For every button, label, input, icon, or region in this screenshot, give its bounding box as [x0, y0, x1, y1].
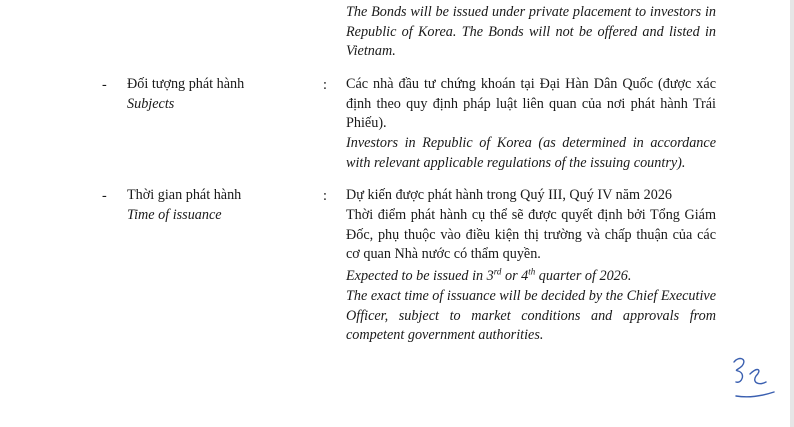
- subjects-value-vi: Các nhà đầu tư chứng khoán tại Đại Hàn Dân Quốc (được xác định theo quy định pháp luật liên quan của nơi phát hành Trái Phiếu).: [346, 76, 716, 132]
- time-dash: -: [102, 188, 107, 204]
- time-value-vi-2: Thời điểm phát hành cụ thể sẽ được quyết định bởi Tổng Giám Đốc, phụ thuộc vào điều kiện thị trường và chấp thuận của các cơ quan Nhà nước có thẩm quyền.: [346, 207, 716, 263]
- subjects-label-vi: Đối tượng phát hành: [127, 76, 245, 92]
- time-value-en-1a: Expected to be issued in 3: [346, 268, 494, 284]
- time-value-en-1b: or 4: [501, 268, 529, 284]
- ordinal-th: th: [528, 266, 536, 277]
- time-value-en-1c: quarter of 2026.: [535, 268, 632, 284]
- handwritten-initials-signature: [728, 352, 780, 400]
- subjects-value-en: Investors in Republic of Korea (as determined in accordance with relevant applicable regulations of the issuing country).: [346, 135, 716, 171]
- subjects-colon: :: [323, 77, 327, 93]
- time-label: [127, 186, 241, 225]
- intro-english-text: The Bonds will be issued under private placement to investors in Republic of Korea. The Bonds will not be offered and listed in Vietnam.: [346, 4, 716, 60]
- time-value-en-2: The exact time of issuance will be decided by the Chief Executive Officer, subject to market conditions and approvals from competent government authorities.: [346, 288, 716, 344]
- time-value-en-1: [346, 267, 716, 287]
- subjects-label-en: Subjects: [127, 95, 175, 112]
- time-label-vi: Thời gian phát hành: [127, 187, 242, 203]
- subjects-dash: -: [102, 77, 107, 93]
- ordinal-rd: rd: [493, 266, 502, 277]
- time-value-vi-1: Dự kiến được phát hành trong Quý III, Quý IV năm 2026: [346, 187, 673, 203]
- page-edge: [790, 0, 794, 427]
- time-label-en: Time of issuance: [127, 206, 222, 223]
- subjects-label: [127, 75, 244, 114]
- time-colon: :: [323, 188, 327, 204]
